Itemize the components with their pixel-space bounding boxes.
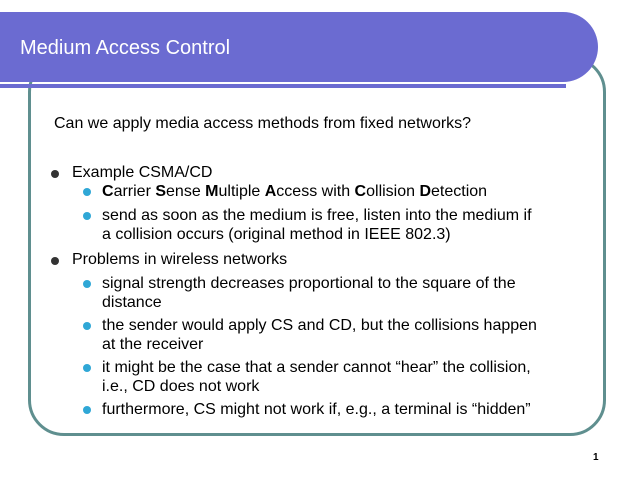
sub-bullet-hear-line-1: it might be the case that a sender cannot “hear” the collision,: [102, 359, 531, 376]
word-ccess-with: ccess with: [276, 183, 355, 200]
sub-bullet-send-line-2: a collision occurs (original method in IEEE 802.3): [102, 226, 451, 243]
letter-s: S: [155, 183, 167, 200]
sub-bullet-send-line-1: send as soon as the medium is free, listen into the medium if: [102, 207, 532, 224]
word-ultiple: ultiple: [218, 183, 265, 200]
sub-bullet-sender-line-1: the sender would apply CS and CD, but the collisions happen: [102, 317, 537, 334]
sub-bullet-dot-icon: [83, 188, 91, 196]
word-etection: etection: [431, 183, 488, 200]
word-arrier: arrier: [113, 183, 156, 200]
intro-question: Can we apply media access methods from fixed networks?: [54, 115, 472, 132]
sub-bullet-dot-icon: [83, 364, 91, 372]
letter-a: A: [264, 183, 277, 200]
title-underline: [0, 84, 566, 88]
sub-bullet-csma-cd-expansion: [102, 182, 487, 201]
word-ollision: ollision: [366, 183, 420, 200]
bullet-example-csma-cd: Example CSMA/CD: [72, 164, 213, 181]
sub-bullet-dot-icon: [83, 322, 91, 330]
sub-bullet-hear-line-2: i.e., CD does not work: [102, 378, 260, 395]
sub-bullet-hidden-terminal: furthermore, CS might not work if, e.g., a terminal is “hidden”: [102, 401, 531, 418]
letter-d: D: [419, 183, 432, 200]
letter-c2: C: [354, 183, 367, 200]
slide-title: Medium Access Control: [20, 37, 231, 59]
page-number: 1: [593, 452, 599, 463]
word-ense: ense: [166, 183, 206, 200]
sub-bullet-sender-line-2: at the receiver: [102, 336, 204, 353]
sub-bullet-dot-icon: [83, 280, 91, 288]
bullet-problems-wireless: Problems in wireless networks: [72, 251, 288, 268]
sub-bullet-dot-icon: [83, 406, 91, 414]
sub-bullet-signal-line-1: signal strength decreases proportional to the square of the: [102, 275, 516, 292]
bullet-dot-icon: [51, 257, 59, 265]
sub-bullet-dot-icon: [83, 212, 91, 220]
letter-m: M: [205, 183, 219, 200]
bullet-dot-icon: [51, 170, 59, 178]
letter-c: C: [102, 183, 114, 200]
sub-bullet-signal-line-2: distance: [102, 294, 162, 311]
